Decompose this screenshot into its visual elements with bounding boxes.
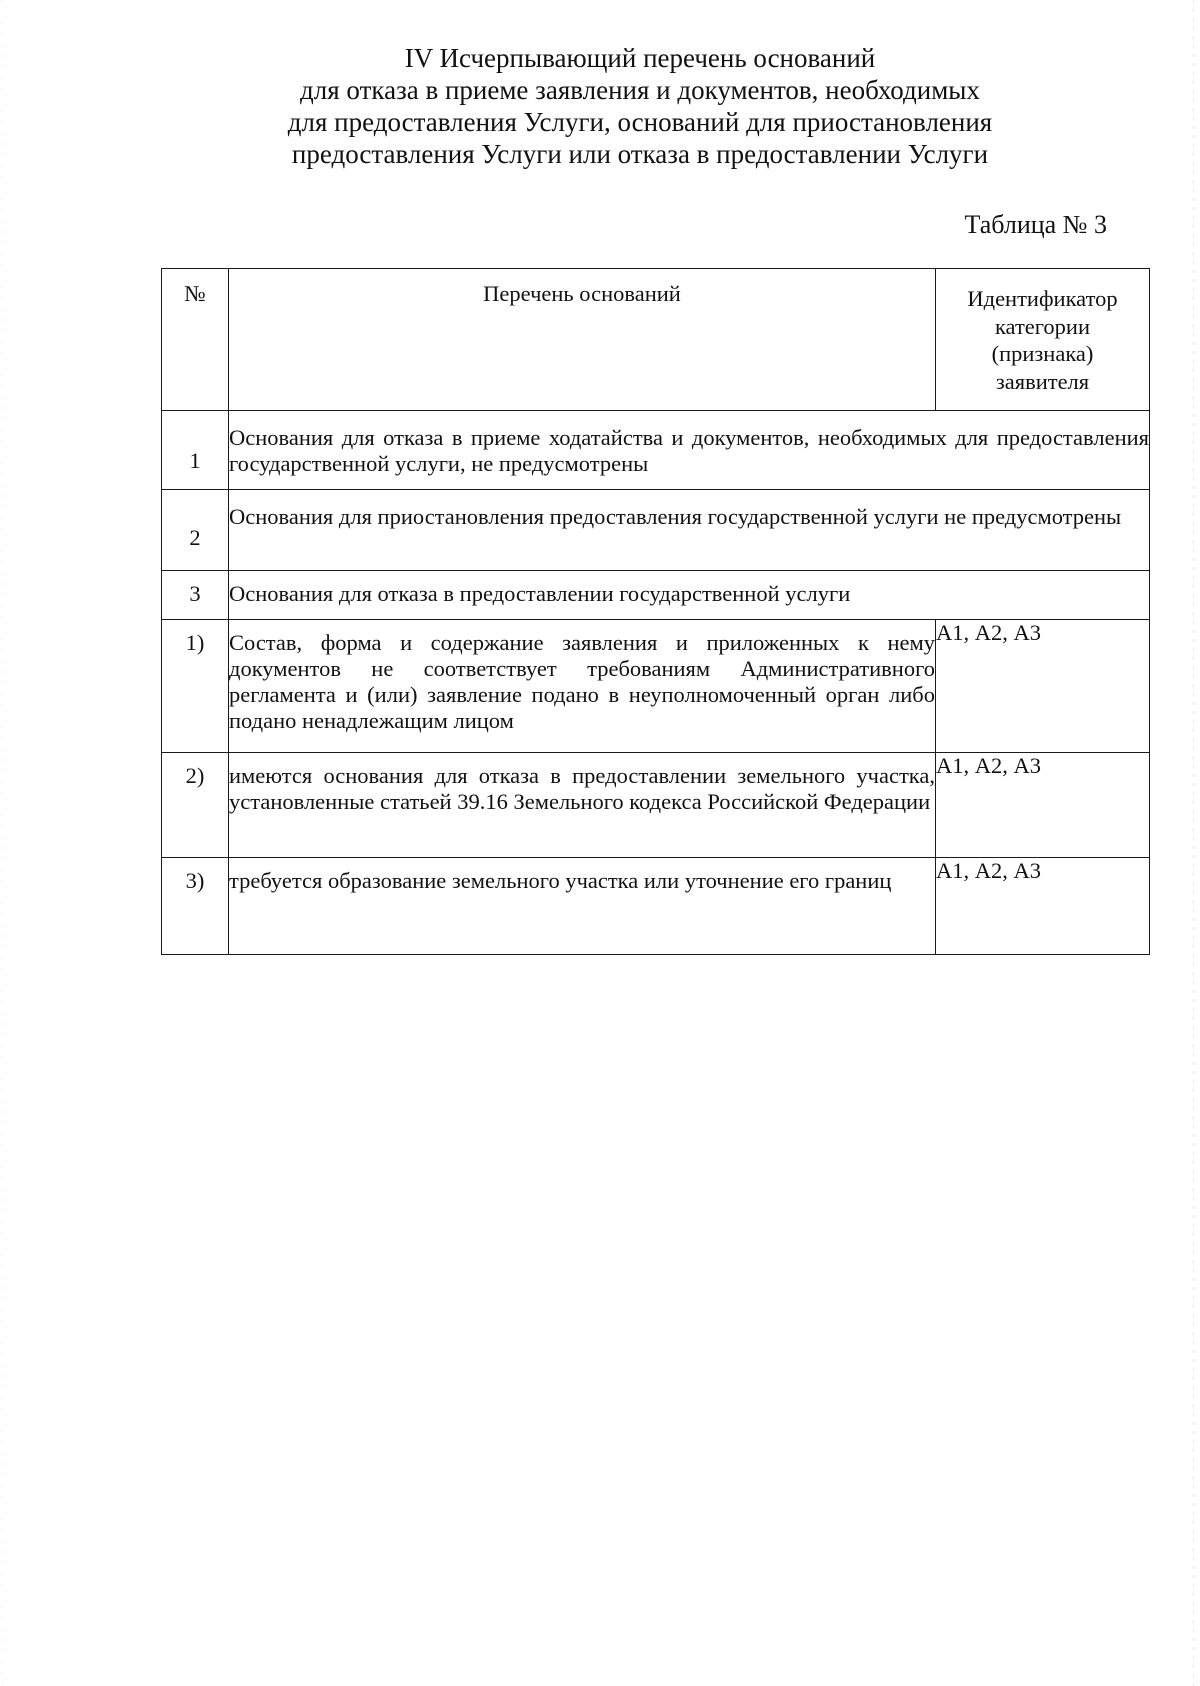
row-number: 3 (162, 571, 229, 620)
subrow-number: 2) (162, 753, 229, 858)
heading-line-3: для предоставления Услуги, оснований для приостановления (287, 107, 993, 137)
table-row (162, 571, 1150, 620)
scan-edge-right (1193, 0, 1194, 1686)
subrow-identifier: А1, А2, А3 (936, 753, 1150, 858)
heading-line-4: предоставления Услуги или отказа в предоставлении Услуги (291, 139, 989, 169)
table-subrow (162, 753, 1150, 858)
table-row (162, 411, 1150, 490)
header-number: № (162, 269, 229, 411)
scan-edge-left (2, 0, 3, 1686)
table-subrow (162, 620, 1150, 753)
row-number: 2 (162, 490, 229, 571)
table-row (162, 490, 1150, 571)
header-identifier: Идентификатор категории (признака) заявителя (936, 269, 1150, 411)
grounds-table (161, 268, 1150, 955)
heading-line-1: IV Исчерпывающий перечень оснований (404, 43, 876, 73)
heading-line-2: для отказа в приеме заявления и документов, необходимых (300, 75, 980, 105)
row-text: Основания для отказа в предоставлении государственной услуги (229, 571, 1150, 620)
table-subrow (162, 858, 1150, 955)
subrow-number: 1) (162, 620, 229, 753)
subrow-identifier: А1, А2, А3 (936, 620, 1150, 753)
subrow-identifier: А1, А2, А3 (936, 858, 1150, 955)
subrow-text: требуется образование земельного участка или уточнение его границ (229, 858, 936, 955)
row-number: 1 (162, 411, 229, 490)
section-heading (200, 42, 1080, 170)
subrow-number: 3) (162, 858, 229, 955)
row-text: Основания для отказа в приеме ходатайства и документов, необходимых для предоставления государственной услуги, не предусмотрены (229, 411, 1150, 490)
row-text: Основания для приостановления предоставления государственной услуги не предусмотрены (229, 490, 1150, 571)
table-header-row (162, 269, 1150, 411)
table-label: Таблица № 3 (964, 210, 1107, 239)
subrow-text: имеются основания для отказа в предоставлении земельного участка, установленные статьей 39.16 Земельного кодекса Российской Федерации (229, 753, 936, 858)
subrow-text: Состав, форма и содержание заявления и приложенных к нему документов не соответствует требованиям Административного регламента и (или) заявление подано в неуполномоченный орган либо подано ненадлежащим лицом (229, 620, 936, 753)
header-grounds: Перечень оснований (229, 269, 936, 411)
